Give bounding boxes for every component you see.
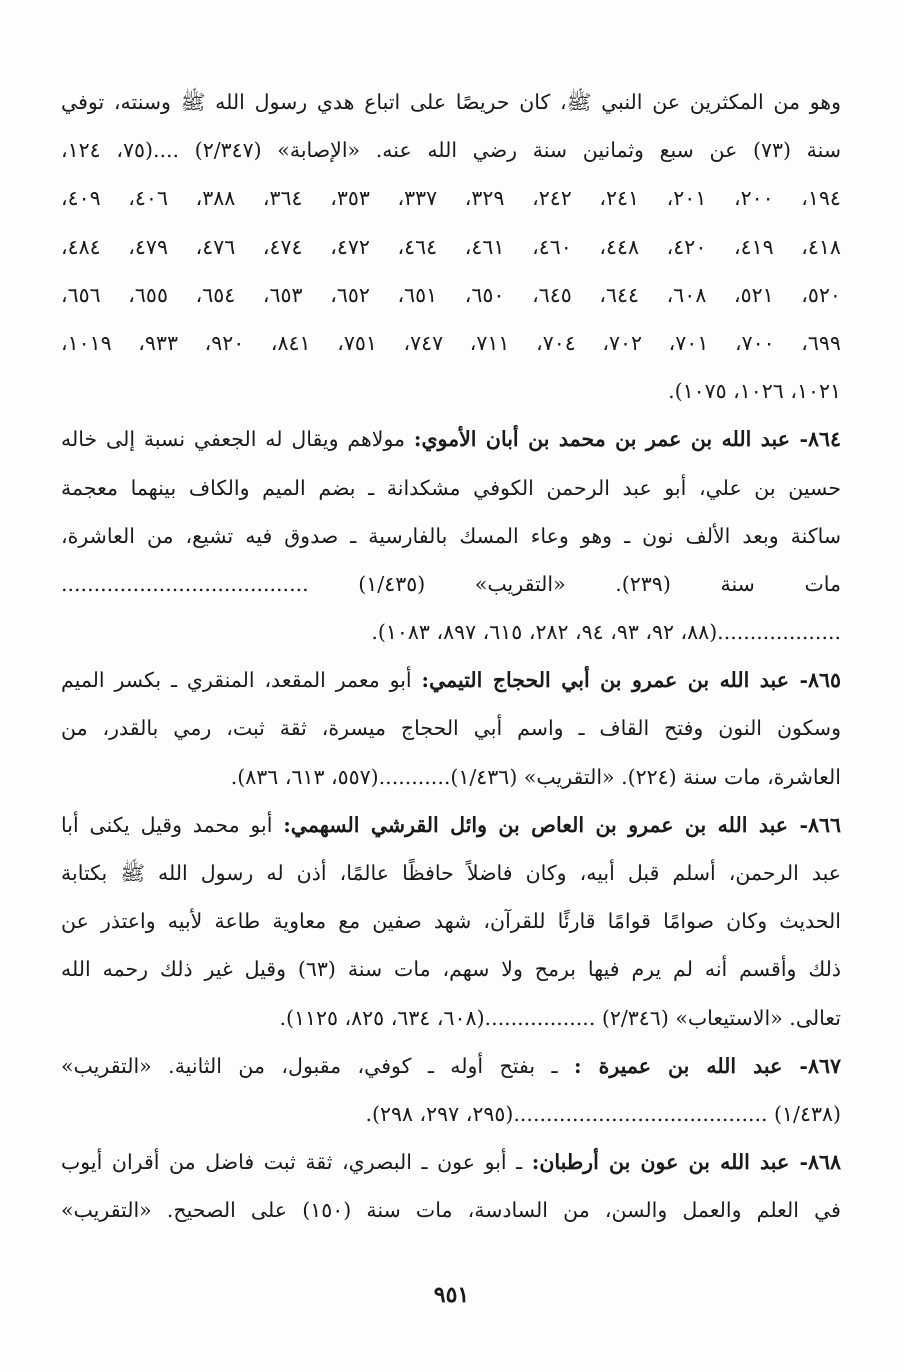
line-text: (١/٤٣٨) .......................................(٢٩٥، ٢٩٧، ٢٩٨). <box>365 1101 841 1126</box>
line-text: ـ بفتح أوله ـ كوفي، مقبول، من الثانية. «التقريب» <box>61 1053 574 1078</box>
line-text: مات سنة (٢٣٩). «التقريب» (١/٤٣٥) ...................................... <box>61 571 841 596</box>
line-text: ٦٩٩، ٧٠٠، ٧٠١، ٧٠٢، ٧٠٤، ٧١١، ٧٤٧، ٧٥١، ٨٤١، ٩٢٠، ٩٣٣، ١٠١٩، <box>61 330 841 355</box>
line-text: ـ أبو عون ـ البصري، ثقة ثبت فاضل من أقران أيوب <box>61 1150 532 1175</box>
text-line <box>61 223 841 271</box>
line-text: في العلم والعمل والسن، من السادسة، مات سنة (١٥٠) على الصحيح. «التقريب» <box>61 1198 841 1223</box>
text-line <box>61 415 841 463</box>
line-text: ٥٢٠، ٥٢١، ٦٠٨، ٦٤٤، ٦٤٥، ٦٥٠، ٦٥١، ٦٥٢، ٦٥٣، ٦٥٤، ٦٥٥، ٦٥٦، <box>61 282 841 307</box>
line-text: تعالى. «الاستيعاب» (٢/٣٤٦) .................(٦٠٨، ٦٣٤، ٨٢٥، ١١٢٥). <box>279 1005 841 1030</box>
line-text: ٤١٨، ٤١٩، ٤٢٠، ٤٤٨، ٤٦٠، ٤٦١، ٤٦٤، ٤٧٢، ٤٧٤، ٤٧٦، ٤٧٩، ٤٨٤، <box>61 234 841 259</box>
line-text: الحديث وكان صوامًا قوامًا قارئًا للقرآن، شهد صفين مع معاوية طاعة لأبيه واعتذر عن <box>61 909 841 934</box>
page-number: ٩٥١ <box>433 1282 470 1308</box>
line-text: مولاهم ويقال له الجعفي نسبة إلى خاله <box>61 427 414 452</box>
text-line <box>61 560 841 608</box>
text-line <box>61 945 841 993</box>
text-line <box>61 1186 841 1234</box>
text-line <box>61 753 841 801</box>
text-line <box>61 512 841 560</box>
text-line <box>61 1042 841 1090</box>
text-line <box>61 1138 841 1186</box>
text-line <box>61 608 841 656</box>
text-line <box>61 464 841 512</box>
text-line <box>61 174 841 222</box>
text-line <box>61 367 841 415</box>
entry-heading: عبد الله بن عون بن أرطبان: <box>531 1150 800 1175</box>
entry-number: ٨٦٦- <box>799 812 841 837</box>
entry-heading: عبد الله بن عمرو بن العاص بن وائل القرشي السهمي: <box>283 812 800 837</box>
line-text: عبد الرحمن، أسلم قبل أبيه، وكان فاضلاً حافظًا عالمًا، أذن له رسول الله ﷺ بكتابة <box>61 861 841 885</box>
text-line <box>61 897 841 945</box>
entry-number: ٨٦٤- <box>799 427 841 452</box>
line-text: حسين بن علي، أبو عبد الرحمن الكوفي مشكدانة ـ بضم الميم والكاف بينهما معجمة <box>61 475 841 500</box>
line-text: وسكون النون وفتح القاف ـ واسم أبي الحجاج ميسرة، ثقة ثبت، رمي بالقدر، من <box>61 716 841 741</box>
text-line <box>61 271 841 319</box>
text-line <box>61 801 841 849</box>
entry-heading: عبد الله بن عمر بن محمد بن أبان الأموي: <box>413 427 800 452</box>
text-line <box>61 704 841 752</box>
line-text: ١٩٤، ٢٠٠، ٢٠١، ٢٤١، ٢٤٢، ٣٢٩، ٣٣٧، ٣٥٣، ٣٦٤، ٣٨٨، ٤٠٦، ٤٠٩، <box>61 186 841 211</box>
text-line <box>61 78 841 126</box>
entry-heading: عبد الله بن عمرو بن أبي الحجاج التيمي: <box>421 668 800 693</box>
line-text: ذلك وأقسم أنه لم يرم فيها برمح ولا سهم، مات سنة (٦٣) وقيل غير ذلك رحمه الله <box>61 957 841 982</box>
entry-number: ٨٦٥- <box>799 668 841 693</box>
line-text: ساكنة وبعد الألف نون ـ وهو وعاء المسك بالفارسية ـ صدوق فيه تشيع، من العاشرة، <box>61 523 841 548</box>
page-body <box>61 78 841 1235</box>
text-line <box>61 994 841 1042</box>
line-text: وهو من المكثرين عن النبي ﷺ، كان حريصًا على اتباع هدي رسول الله ﷺ وسنته، توفي <box>61 90 841 114</box>
line-text: أبو محمد وقيل يكنى أبا <box>61 812 284 837</box>
entry-heading: عبد الله بن عميرة : <box>573 1053 800 1078</box>
line-text: أبو معمر المقعد، المنقري ـ بكسر الميم <box>61 668 422 693</box>
line-text: ...................(٨٨، ٩٢، ٩٣، ٩٤، ٢٨٢، ٦١٥، ٨٩٧، ١٠٨٣). <box>371 620 841 645</box>
text-line <box>61 849 841 897</box>
line-text: ١٠٢١، ١٠٢٦، ١٠٧٥). <box>668 379 841 404</box>
line-text: سنة (٧٣) عن سبع وثمانين سنة رضي الله عنه. «الإصابة» (٢/٣٤٧) ....(٧٥، ١٢٤، <box>61 138 841 163</box>
text-line <box>61 319 841 367</box>
entry-number: ٨٦٧- <box>799 1053 841 1078</box>
text-line <box>61 126 841 174</box>
line-text: العاشرة، مات سنة (٢٢٤). «التقريب» (١/٤٣٦)...........(٥٥٧، ٦١٣، ٨٣٦). <box>230 764 841 789</box>
text-line <box>61 1090 841 1138</box>
text-line <box>61 656 841 704</box>
entry-number: ٨٦٨- <box>799 1150 841 1175</box>
